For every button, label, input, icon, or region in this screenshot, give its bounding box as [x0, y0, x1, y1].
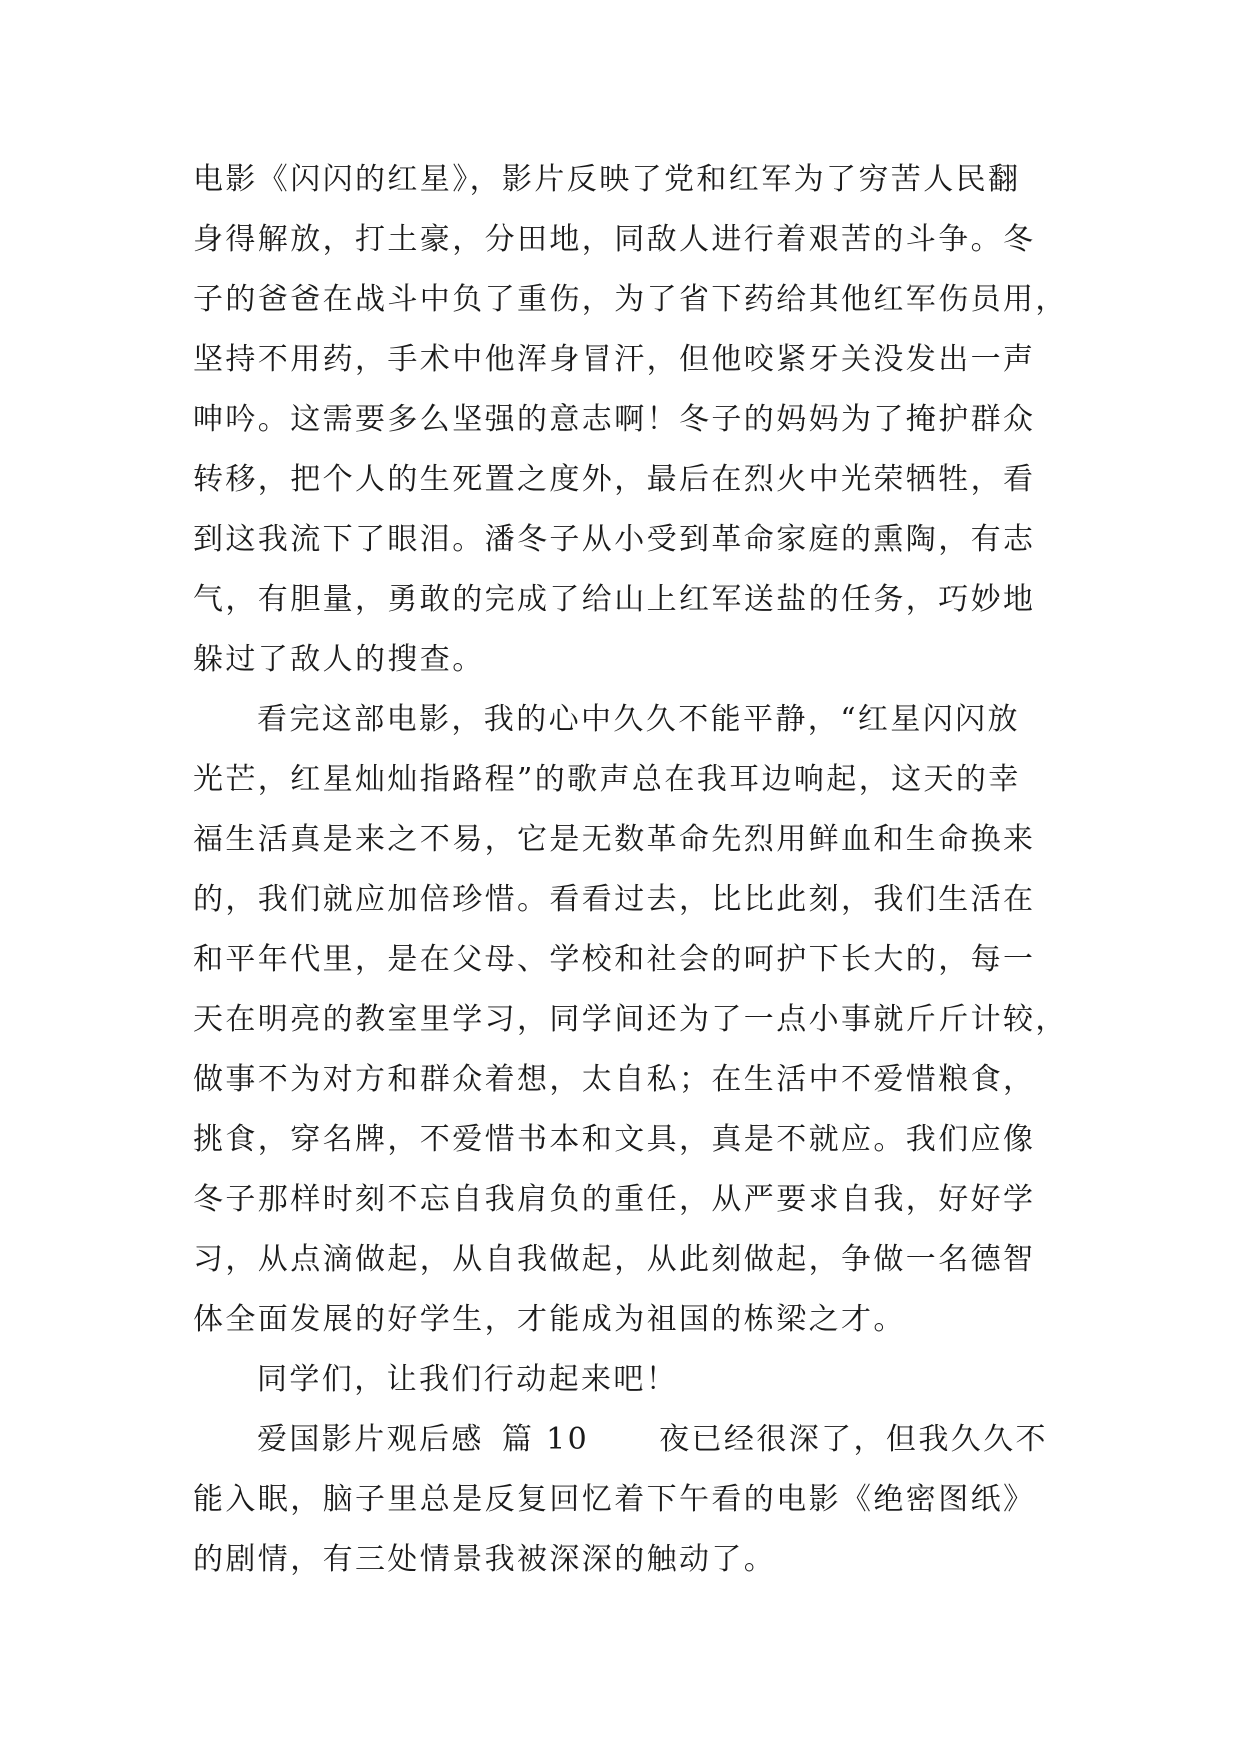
paragraph-2-line: 看完这部电影，我的心中久久不能平静，“红星闪闪放 — [257, 702, 1020, 737]
paragraph-1-line: 到这我流下了眼泪。潘冬子从小受到革命家庭的熏陶，有志 — [193, 522, 1036, 557]
paragraph-2-line: 习，从点滴做起，从自我做起，从此刻做起，争做一名德智 — [193, 1242, 1036, 1277]
paragraph-2-line: 冬子那样时刻不忘自我肩负的重任，从严要求自我，好好学 — [193, 1182, 1036, 1217]
paragraph-1-line: 转移，把个人的生死置之度外，最后在烈火中光荣牺牲，看 — [193, 462, 1036, 497]
paragraph-1-line: 子的爸爸在战斗中负了重伤，为了省下药给其他红军伤员用， — [193, 282, 1068, 317]
paragraph-2-line: 的，我们就应加倍珍惜。看看过去，比比此刻，我们生活在 — [193, 882, 1036, 917]
paragraph-4-line: 能入眠，脑子里总是反复回忆着下午看的电影《绝密图纸》 — [193, 1482, 1036, 1517]
document-body — [193, 150, 1093, 1590]
paragraph-2-line: 体全面发展的好学生，才能成为祖国的栋梁之才。 — [193, 1302, 906, 1337]
section-number: 篇 10 — [501, 1422, 590, 1457]
paragraph-1-line: 电影《闪闪的红星》，影片反映了党和红军为了穷苦人民翻 — [193, 162, 1021, 197]
paragraph-2-line: 挑食，穿名牌，不爱惜书本和文具，真是不就应。我们应像 — [193, 1122, 1036, 1157]
paragraph-1-line: 坚持不用药，手术中他浑身冒汗，但他咬紧牙关没发出一声 — [193, 342, 1036, 377]
paragraph-2-line: 光芒，红星灿灿指路程”的歌声总在我耳边响起，这天的幸 — [193, 762, 1021, 797]
section-title: 爱国影片观后感 — [257, 1422, 484, 1457]
paragraph-1-line: 身得解放，打土豪，分田地，同敌人进行着艰苦的斗争。冬 — [193, 222, 1036, 257]
section-heading-line — [193, 1410, 1093, 1470]
paragraph-2-line: 福生活真是来之不易，它是无数革命先烈用鲜血和生命换来 — [193, 822, 1036, 857]
paragraph-2-line: 和平年代里，是在父母、学校和社会的呵护下长大的，每一 — [193, 942, 1036, 977]
paragraph-3: 同学们，让我们行动起来吧！ — [257, 1362, 679, 1397]
paragraph-2-line: 天在明亮的教室里学习，同学间还为了一点小事就斤斤计较， — [193, 1002, 1068, 1037]
paragraph-1-line: 气，有胆量，勇敢的完成了给山上红军送盐的任务，巧妙地 — [193, 582, 1036, 617]
paragraph-2-line: 做事不为对方和群众着想，太自私；在生活中不爱惜粮食， — [193, 1062, 1036, 1097]
paragraph-4-line: 的剧情，有三处情景我被深深的触动了。 — [193, 1542, 777, 1577]
paragraph-4-first-line: 夜已经很深了，但我久久不 — [659, 1422, 1048, 1457]
paragraph-1-line: 呻吟。这需要多么坚强的意志啊！冬子的妈妈为了掩护群众 — [193, 402, 1036, 437]
paragraph-1-line: 躲过了敌人的搜查。 — [193, 642, 485, 677]
